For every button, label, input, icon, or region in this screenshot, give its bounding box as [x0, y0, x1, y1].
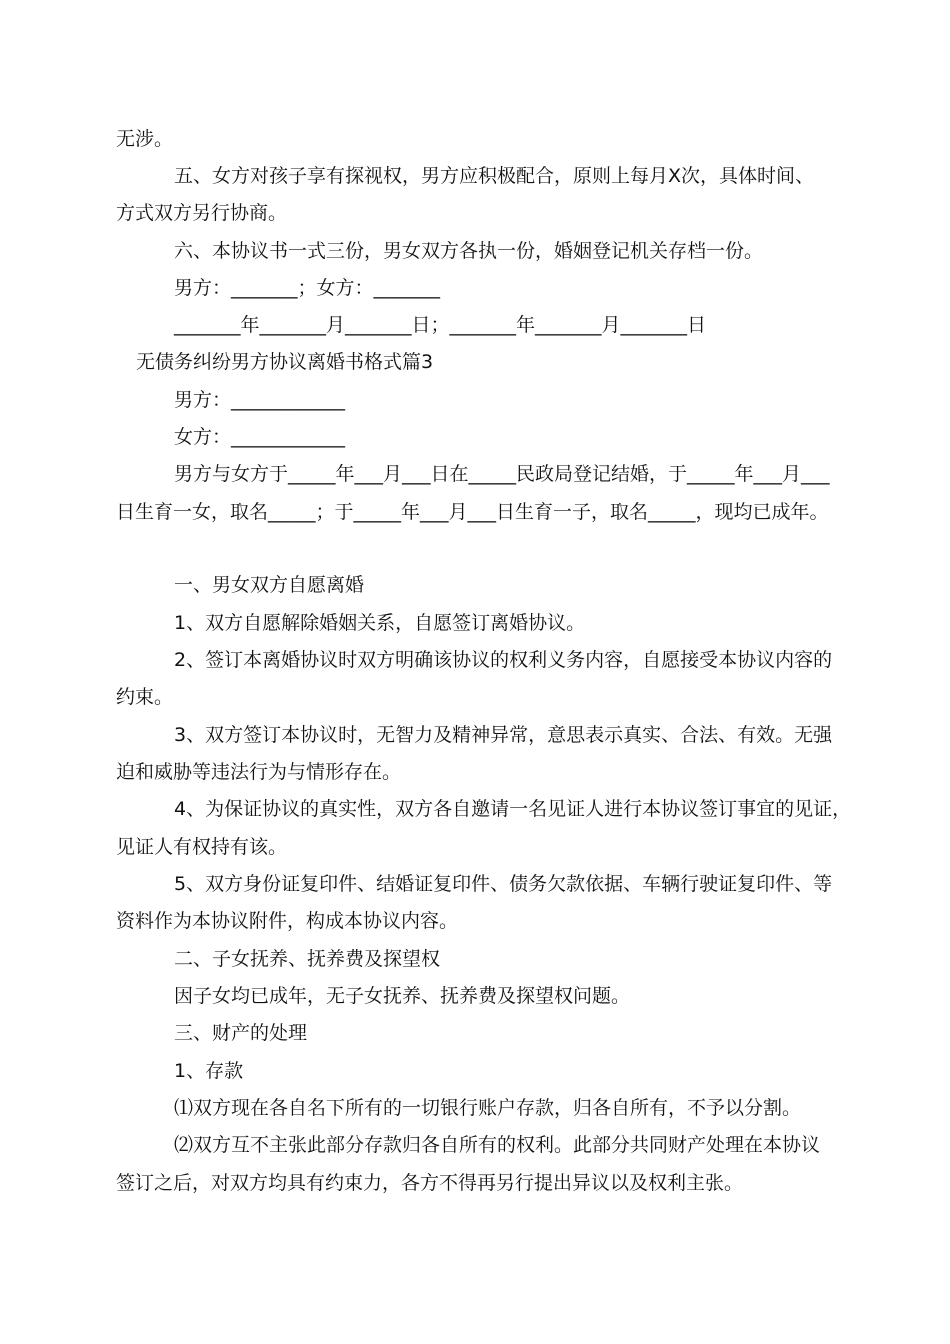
- signature-line: 男方：_______；女方：_______: [174, 277, 441, 299]
- text-line: 约束。: [116, 686, 174, 708]
- item-1: 1、双方自愿解除婚姻关系，自愿签订离婚协议。: [174, 612, 586, 634]
- text-line: 签订之后，对双方均具有约束力，各方不得再另行提出异议以及权利主张。: [116, 1172, 744, 1194]
- text-line: 日生育一女，取名_____；于_____年___月___日生育一子，取名_____，现均已成年。: [116, 501, 829, 523]
- item-3: 3、双方签订本协议时，无智力及精神异常，意思表示真实、合法、有效。无强: [174, 724, 833, 746]
- clause-5: 五、女方对孩子享有探视权，男方应积极配合，原则上每月X次，具体时间、: [174, 165, 815, 187]
- sub-item-deposits: 1、存款: [174, 1060, 244, 1082]
- clause-6: 六、本协议书一式三份，男女双方各执一份，婚姻登记机关存档一份。: [174, 240, 764, 262]
- heading-1: 一、男女双方自愿离婚: [174, 574, 365, 596]
- male-party-field: 男方：____________: [174, 389, 346, 411]
- text-line: 男方与女方于_____年___月___日在_____民政局登记结婚，于_____年___月___: [174, 463, 830, 485]
- heading-2: 二、子女抚养、抚养费及探望权: [174, 948, 441, 970]
- section-title: 无债务纠纷男方协议离婚书格式篇3: [136, 351, 434, 373]
- female-party-field: 女方：____________: [174, 426, 346, 448]
- text-line: 见证人有权持有该。: [116, 836, 288, 858]
- text-line: 方式双方另行协商。: [116, 202, 288, 224]
- text-line: ⑵双方互不主张此部分存款归各自所有的权利。此部分共同财产处理在本协议: [174, 1134, 821, 1156]
- item-2: 2、签订本离婚协议时双方明确该协议的权利义务内容，自愿接受本协议内容的: [174, 649, 833, 671]
- text-line: 无涉。: [116, 128, 174, 150]
- text-line: 迫和威胁等违法行为与情形存在。: [116, 761, 402, 783]
- text-line: ⑴双方现在各自名下所有的一切银行账户存款，归各自所有，不予以分割。: [174, 1097, 802, 1119]
- item-5: 5、双方身份证复印件、结婚证复印件、债务欠款依据、车辆行驶证复印件、等: [174, 873, 833, 895]
- heading-3: 三、财产的处理: [174, 1022, 308, 1044]
- text-line: 资料作为本协议附件，构成本协议内容。: [116, 910, 459, 932]
- text-line: 因子女均已成年，无子女抚养、抚养费及探望权问题。: [174, 985, 631, 1007]
- date-line: _______年_______月_______日；_______年_______月_______日: [174, 314, 707, 336]
- item-4: 4、为保证协议的真实性，双方各自邀请一名见证人进行本协议签订事宜的见证，: [174, 798, 852, 820]
